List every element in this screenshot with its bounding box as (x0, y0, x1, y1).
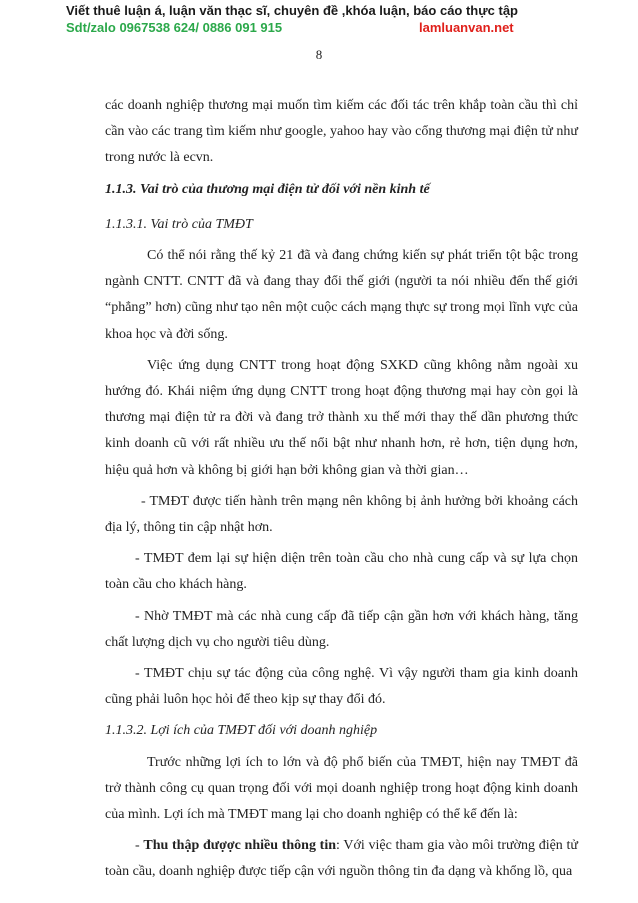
document-body (105, 93, 578, 891)
bullet-bold-term: Thu thập đượợc nhiều thông tin (143, 838, 337, 854)
bullet-text: : Với việc tham gia vào môi trường điện tử toàn cầu, doanh nghiệp được tiếp cận với nguồn thông tin đa dạng và khổng lồ, qua (105, 838, 578, 880)
header-contact-row (66, 19, 566, 36)
page-number: 8 (315, 47, 323, 62)
header-title: Viết thuê luận á, luận văn thạc sĩ, chuyên đề ,khóa luận, báo cáo thực tập (66, 3, 518, 18)
paragraph-benefits: Trước những lợi ích to lớn và độ phổ biến của TMĐT, hiện nay TMĐT đã trở thành công cụ quan trọng đối với mọi doanh nghiệp trong hoạt động kinh doanh của mình. Lợi ích mà TMĐT mang lại cho doanh nghiệp có thể kể đến là: (105, 754, 578, 823)
section-heading-1-1-3: 1.1.3. Vai trò của thương mại điện tử đối với nền kinh tế (105, 181, 430, 197)
header-website-link[interactable]: lamluanvan.net (419, 20, 514, 35)
header-contact: Sdt/zalo 0967538 624/ 0886 091 915 (66, 20, 283, 35)
subsection-heading-1-1-3-2: 1.1.3.2. Lợi ích của TMĐT đối với doanh nghiệp (105, 723, 378, 739)
bullet-information-gathering (105, 833, 578, 885)
site-header (66, 2, 566, 36)
paragraph-intro: các doanh nghiệp thương mại muốn tìm kiếm các đối tác trên khắp toàn cầu thì chỉ cần vào các trang tìm kiếm như google, yahoo hay vào cổng thương mại điện tử như trong nước là ecvn. (105, 98, 578, 166)
bullet-technology: - TMĐT chịu sự tác động của công nghệ. Vì vậy người tham gia kinh doanh cũng phải luôn học hỏi để theo kịp sự thay đổi đó. (105, 666, 578, 708)
paragraph-cntt-application: Việc ứng dụng CNTT trong hoạt động SXKD cũng không nằm ngoài xu hướng đó. Khái niệm ứng dụng CNTT trong hoạt động thương mại hay còn gọi là thương mại điện tử ra đời và đang trở thành xu thế mới thay thế dần phương thức kinh doanh cũ với rất nhiều ưu thế nổi bật như nhanh hơn, rẻ hơn, tiện dụng hơn, hiệu quả hơn và không bị giới hạn bởi không gian và thời gian… (105, 357, 578, 478)
bullet-dash: - (135, 838, 144, 854)
paragraph-cntt-century: Có thể nói rằng thế kỷ 21 đã và đang chứng kiến sự phát triển tột bậc trong ngành CNTT. CNTT đã và đang thay đổi thế giới (người ta nói nhiều đến thế giới “phẳng” hơn) cũng như tạo nên một cuộc cách mạng thực sự trong mọi lĩnh vực của khoa học và đời sống. (105, 248, 578, 342)
bullet-global-presence: - TMĐT đem lại sự hiện diện trên toàn cầu cho nhà cung cấp và sự lựa chọn toàn cầu cho khách hàng. (105, 551, 578, 593)
bullet-closer-customers: - Nhờ TMĐT mà các nhà cung cấp đã tiếp cận gần hơn với khách hàng, tăng chất lượng dịch vụ cho người tiêu dùng. (105, 608, 578, 650)
subsection-heading-1-1-3-1: 1.1.3.1. Vai trò của TMĐT (105, 216, 253, 232)
bullet-geography: - TMĐT được tiến hành trên mạng nên không bị ảnh hưởng bởi khoảng cách địa lý, thông tin cập nhật hơn. (105, 493, 578, 536)
